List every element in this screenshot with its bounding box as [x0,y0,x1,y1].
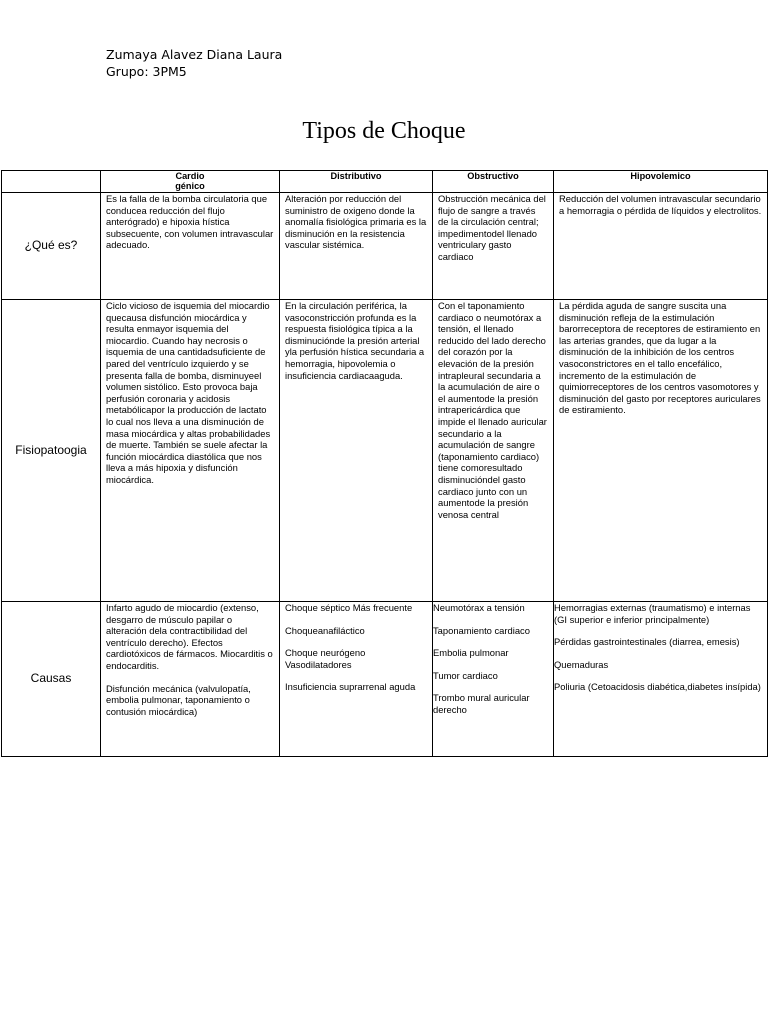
cell-fisiopatologia-obstructivo: Con el taponamiento cardiaco o neumotórax a tensión, el llenado reducido del lado derecho del corazón por la elevación de la presión intrapleural secundaria a la acumulación de aire o el aumentode la presión intrapericárdica que impide el llenado auricular secundario a la acumulación de sangre (taponamiento cardiaco) tiene comoresultado disminucióndel gasto cardiaco junto con un aumentode la presión venosa central [433,300,554,602]
column-header-obstructivo: Obstructivo [433,171,554,193]
causas-distributivo-item: Insuficiencia suprarrenal aguda [285,681,416,693]
cell-que-es-hipovolemico: Reducción del volumen intravascular secundario a hemorragia o pérdida de líquidos y electrolitos. [554,193,768,300]
cell-causas-obstructivo [433,602,554,757]
causas-obstructivo-item: Embolia pulmonar [433,647,509,659]
causas-distributivo-item: Choque séptico Más frecuente [285,602,413,613]
cell-que-es-obstructivo: Obstrucción mecánica del flujo de sangre a través de la circulación central; impedimentodel llenado ventriculary gasto cardiaco [433,193,554,300]
shock-types-table [1,170,768,757]
row-label-causas: Causas [2,602,101,757]
table-row-que-es [2,193,768,300]
causas-distributivo-item: Choqueanafiláctico [285,624,365,636]
cell-que-es-cardiogenico: Es la falla de la bomba circulatoria que conducea reducción del flujo anterógrado) e hipoxia hística subsecuente, con volumen intravascular adecuado. [101,193,280,300]
causas-obstructivo-item: Trombo mural auricular derecho [433,692,530,715]
column-header-distributivo: Distributivo [280,171,433,193]
row-label-fisiopatologia: Fisiopatoogia [2,300,101,602]
row-label-que-es: ¿Qué es? [2,193,101,300]
table-row-causas [2,602,768,757]
causas-distributivo-item: Choque neurógeno Vasodilatadores [285,647,366,670]
column-header-cardiogenico-line2: génico [175,181,205,191]
column-header-cardiogenico-line1: Cardio [175,171,205,181]
column-header-hipovolemico: Hipovolemico [554,171,768,193]
table-row-fisiopatologia [2,300,768,602]
column-header-cardiogenico [101,171,280,193]
causas-cardiogenico-paragraph: Disfunción mecánica (valvulopatía, embolia pulmonar, taponamiento o contusión miocárdica) [106,682,251,717]
cell-causas-cardiogenico [101,602,280,757]
cell-fisiopatologia-hipovolemico: La pérdida aguda de sangre suscita una disminución refleja de la estimulación barorreceptora de receptores de estiramiento en las arterias grandes, que da lugar a la disminución de la inhibición de los centros vasoconstrictores en el tallo encefálico, incremento de la estimulación de quimiorreceptores de los centros vasomotores y disminución del gasto por receptores auriculares de estiramiento. [554,300,768,602]
document-header [106,46,282,80]
table-header-row [2,171,768,193]
causas-obstructivo-item: Tumor cardiaco [433,669,498,681]
page-title: Tipos de Choque [302,118,466,144]
causas-hipovolemico-item: Pérdidas gastrointestinales (diarrea, emesis) [554,636,740,648]
cell-causas-distributivo [280,602,433,757]
cell-fisiopatologia-distributivo: En la circulación periférica, la vasoconstricción profunda es la respuesta fisiológica típica a la disminuciónde la presión arterial yla perfusión hística secundaria a hemorragia, hipovolemia o insuficiencia cardiacaaguda. [280,300,433,602]
causas-obstructivo-item: Neumotórax a tensión [433,602,525,613]
causas-obstructivo-item: Taponamiento cardiaco [433,624,530,636]
causas-hipovolemico-item: Poliuria (Cetoacidosis diabética,diabetes insípida) [554,681,761,693]
causas-cardiogenico-paragraph: Infarto agudo de miocardio (extenso, desgarro de músculo papilar o alteración dela contractibilidad del ventrículo derecho). Efectos cardiotóxicos de fármacos. Miocarditis o endocarditis. [106,602,273,671]
causas-hipovolemico-item: Hemorragias externas (traumatismo) e internas (GI superior e inferior principalmente) [554,602,751,625]
group-label: Grupo: 3PM5 [106,64,187,79]
cell-que-es-distributivo: Alteración por reducción del suministro de oxigeno donde la anomalía fisiológica primaria es la disminución en la resistencia vascular sistémica. [280,193,433,300]
author-name: Zumaya Alavez Diana Laura [106,47,283,62]
cell-fisiopatologia-cardiogenico: Ciclo vicioso de isquemia del miocardio quecausa disfunción miocárdica y resulta enmayor isquemia del miocardio. Cuando hay necrosis o isquemia de una cantidadsuficiente de pared del ventrículo izquierdo y se presenta falla de bomba, disminuyeel volumen sistólico. Esto provoca baja perfusión coronaria y acidosis metabólicapor la producción de lactato lo cual nos lleva a una disminución de masa miocárdica y altas probabilidades de muerte. También se suele afectar la función miocárdica diastólica que nos lleva a más hipoxia y disfunción miocárdica. [101,300,280,602]
header-empty-cell [2,171,101,193]
causas-hipovolemico-item: Quemaduras [554,658,609,670]
cell-causas-hipovolemico [554,602,768,757]
